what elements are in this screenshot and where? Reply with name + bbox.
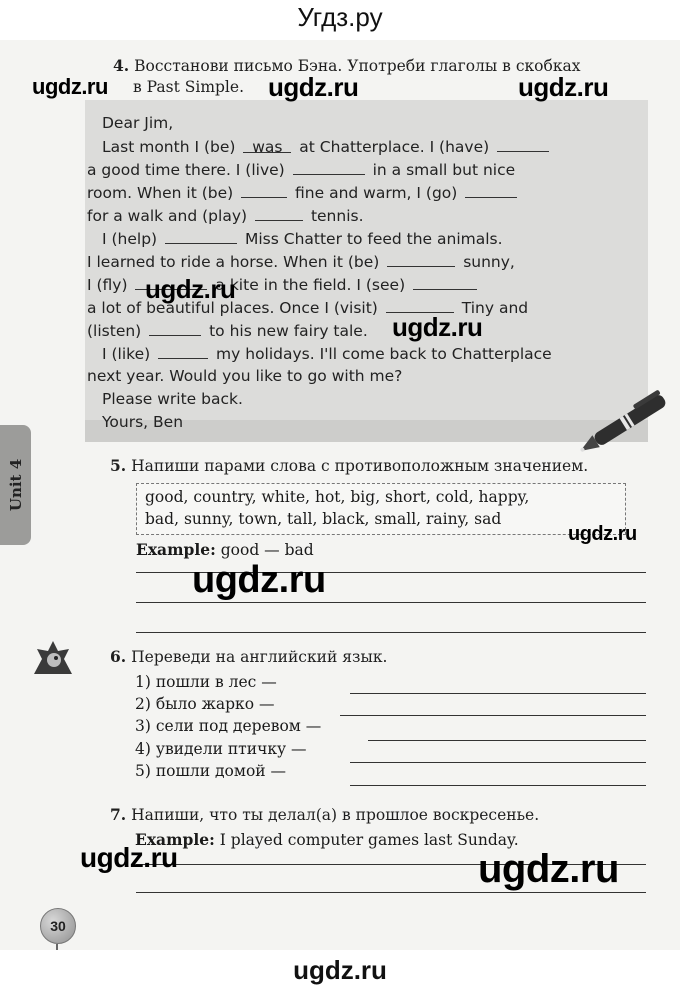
task-5-title [110, 456, 588, 476]
watermark: ugdz.ru [478, 847, 619, 891]
text: I (help) [102, 230, 158, 248]
task-4-instruction: Восстанови письмо Бэна. Употреби глаголы в скобках [134, 57, 581, 75]
letter-line-6 [87, 250, 515, 274]
text: I learned to ride a horse. When it (be) [87, 253, 380, 271]
answer-blank[interactable] [293, 158, 365, 175]
translate-item-1: 1) пошли в лес — [135, 673, 277, 691]
watermark: ugdz.ru [518, 72, 609, 102]
text: a kite in the field. I (see) [215, 276, 406, 294]
text: for a walk and (play) [87, 207, 248, 225]
word-list-line-1: good, country, white, hot, big, short, cold, happy, [145, 488, 530, 506]
answer-line[interactable] [350, 762, 646, 763]
watermark: ugdz.ru [268, 72, 359, 102]
letter-line-2 [87, 158, 515, 182]
translate-item-2: 2) было жарко — [135, 695, 275, 713]
translate-item-4: 4) увидели птичку — [135, 740, 307, 758]
answer-blank[interactable] [497, 135, 549, 152]
letter-signature: Yours, Ben [102, 413, 184, 431]
answer-blank-filled[interactable]: was [243, 136, 291, 153]
site-header: Угдз.ру [0, 0, 680, 40]
letter-line-3 [87, 181, 520, 205]
answer-line[interactable] [136, 632, 646, 633]
example-label: Example: [135, 830, 215, 849]
text: room. When it (be) [87, 184, 234, 202]
text: I (fly) [87, 276, 128, 294]
example-text: I played computer games last Sunday. [219, 831, 519, 849]
text: at Chatterplace. I (have) [299, 138, 490, 156]
text: I (like) [102, 345, 151, 363]
answer-blank[interactable] [386, 296, 454, 313]
watermark: ugdz.ru [192, 559, 326, 601]
task-5-instruction: Напиши парами слова с противоположным значением. [131, 457, 589, 475]
task-5-example [136, 540, 314, 559]
task-6-title [110, 647, 387, 667]
task-4-title-line2: в Past Simple. [133, 78, 244, 96]
letter-line-4 [87, 204, 364, 228]
letter-box [85, 100, 648, 442]
text: fine and warm, I (go) [295, 184, 458, 202]
task-number: 6. [110, 647, 127, 666]
text: (listen) [87, 322, 142, 340]
watermark: ugdz.ru [568, 523, 637, 545]
answer-line[interactable] [350, 693, 646, 694]
answer-blank[interactable] [255, 204, 303, 221]
text: Last month I (be) [102, 138, 236, 156]
answer-line[interactable] [136, 892, 646, 893]
text: Tiny and [461, 299, 529, 317]
task-number: 5. [110, 456, 127, 475]
translate-item-5: 5) пошли домой — [135, 762, 287, 780]
text: tennis. [310, 207, 364, 225]
text: to his new fairy tale. [209, 322, 368, 340]
unit-tab-label: Unit 4 [6, 458, 25, 512]
text: in a small but nice [372, 161, 516, 179]
task-7-instruction: Напиши, что ты делал(а) в прошлое воскресенье. [131, 806, 540, 824]
answer-line[interactable] [350, 785, 646, 786]
letter-line-11: next year. Would you like to go with me? [87, 367, 403, 385]
text: my holidays. I'll come back to Chatterplace [216, 345, 552, 363]
example-label: Example: [136, 540, 216, 559]
workbook-page [0, 40, 680, 950]
word-list-line-2: bad, sunny, town, tall, black, small, rainy, sad [145, 510, 502, 528]
task-number: 4. [113, 56, 130, 75]
text: a lot of beautiful places. Once I (visit) [87, 299, 378, 317]
task-7-example [135, 830, 519, 849]
unit-tab[interactable] [0, 425, 31, 545]
pen-icon [570, 375, 680, 465]
answer-blank[interactable] [165, 227, 237, 244]
site-footer: ugdz.ru [0, 950, 680, 989]
answer-blank[interactable] [158, 342, 208, 359]
letter-line-9 [87, 319, 368, 343]
translate-item-3: 3) сели под деревом — [135, 717, 322, 735]
letter-line-10 [102, 342, 552, 366]
letter-line-12: Please write back. [102, 390, 243, 408]
letter-greeting: Dear Jim, [102, 114, 174, 132]
answer-line[interactable] [136, 602, 646, 603]
watermark: ugdz.ru [80, 842, 178, 873]
letter-line-1 [102, 135, 552, 159]
task-6-instruction: Переведи на английский язык. [131, 648, 388, 666]
page-number: 30 [40, 908, 76, 944]
task-number: 7. [110, 805, 127, 824]
answer-blank[interactable] [465, 181, 517, 198]
answer-blank[interactable] [413, 273, 477, 290]
watermark: ugdz.ru [32, 74, 108, 99]
text: Miss Chatter to feed the animals. [244, 230, 503, 248]
answer-blank[interactable] [387, 250, 455, 267]
answer-line[interactable] [340, 715, 646, 716]
watermark: ugdz.ru [392, 312, 483, 342]
answer-line[interactable] [368, 740, 646, 741]
answer-blank[interactable] [241, 181, 287, 198]
word-box [136, 483, 626, 535]
watermark: ugdz.ru [145, 274, 236, 304]
example-text: good — bad [220, 541, 314, 559]
text: a good time there. I (live) [87, 161, 285, 179]
task-7-title [110, 805, 539, 825]
answer-blank[interactable] [149, 319, 201, 336]
text: sunny, [463, 253, 515, 271]
star-mascot-icon [33, 640, 73, 676]
letter-line-5 [102, 227, 503, 251]
